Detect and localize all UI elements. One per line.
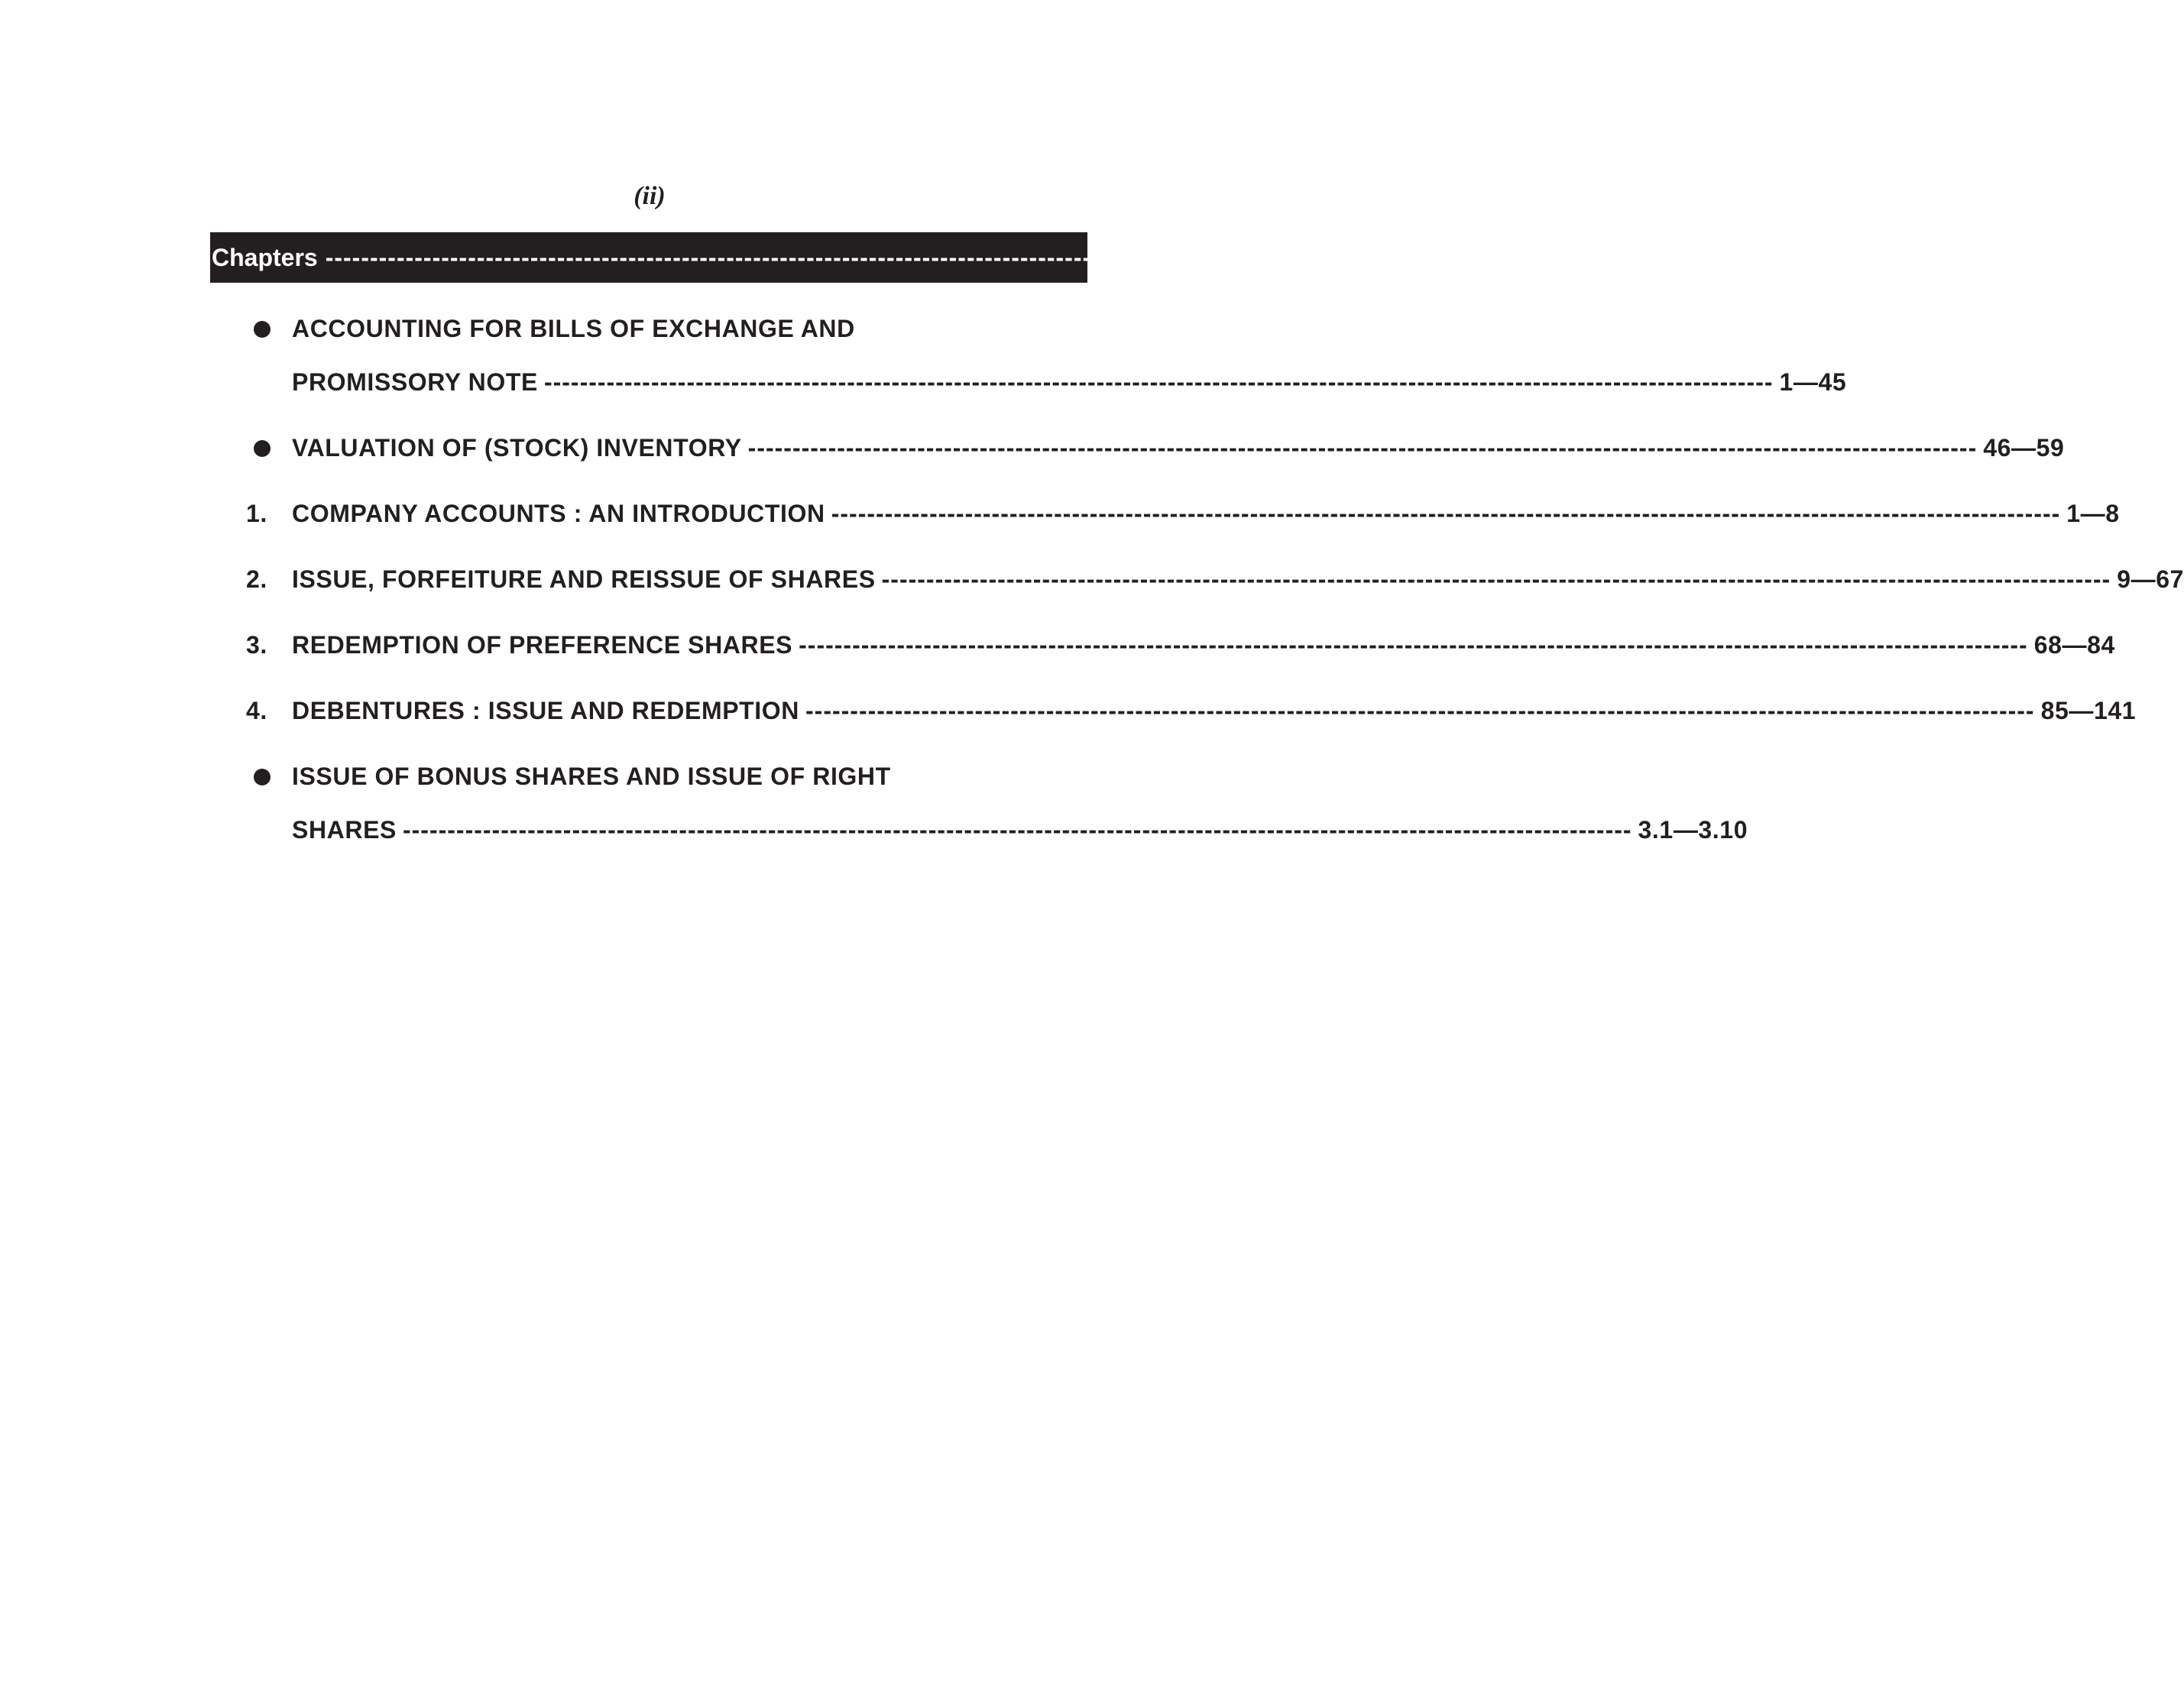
entry-title: ISSUE, FORFEITURE AND REISSUE OF SHARES — [292, 565, 876, 593]
page-no-header-label: Page No. — [1562, 243, 1667, 271]
toc-line — [246, 431, 2065, 465]
page-range: 1—8 — [2066, 500, 2120, 527]
chapter-number: 3. — [246, 631, 267, 659]
bullet-marker — [246, 760, 292, 793]
toc-entry-redemption-preference — [246, 628, 2115, 662]
entry-title: VALUATION OF (STOCK) INVENTORY — [292, 434, 742, 462]
header-dot-leader: ------------------------------------------------------------------------------------------------------------------------------------------ — [325, 243, 1555, 271]
chapter-number: 4. — [246, 697, 267, 724]
toc-line — [246, 562, 2184, 596]
toc-entry-valuation-inventory — [246, 431, 2065, 465]
toc-entry-bonus-shares — [246, 760, 1748, 847]
dot-leader: ------------------------------------------------------------------------------------------------------------------------------------------ — [831, 500, 2061, 527]
bullet-icon — [254, 769, 271, 785]
bullet-icon — [254, 321, 271, 338]
page-range: 9—67 — [2117, 565, 2184, 593]
page-range: 85—141 — [2040, 697, 2137, 724]
toc-entry-company-accounts — [246, 497, 2120, 530]
entry-title-continued: SHARES — [292, 816, 397, 844]
page-number: (ii) — [633, 182, 666, 210]
page-range: 68—84 — [2033, 631, 2115, 659]
dot-leader: ------------------------------------------------------------------------------------------------------------------------------------------ — [799, 631, 2028, 659]
chapters-header-label: Chapters — [212, 243, 318, 271]
bullet-marker — [246, 431, 292, 465]
entry-title-continued: PROMISSORY NOTE — [292, 368, 538, 396]
entry-title: ISSUE OF BONUS SHARES AND ISSUE OF RIGHT — [292, 763, 891, 790]
toc-header-bar — [210, 232, 1667, 283]
bullet-icon — [254, 440, 271, 457]
dot-leader: ------------------------------------------------------------------------------------------------------------------------------------------ — [402, 816, 1632, 844]
page-range: 1—45 — [1779, 368, 1847, 396]
bullet-marker — [246, 312, 292, 345]
toc-entry-bills-of-exchange — [246, 312, 1847, 399]
toc-line — [246, 813, 1748, 847]
dot-leader: ------------------------------------------------------------------------------------------------------------------------------------------ — [543, 368, 1774, 396]
dot-leader: ------------------------------------------------------------------------------------------------------------------------------------------ — [747, 434, 1978, 462]
toc-entry-debentures — [246, 694, 2137, 727]
toc-line — [246, 365, 1847, 399]
dot-leader: ------------------------------------------------------------------------------------------------------------------------------------------ — [881, 565, 2111, 593]
entry-title: REDEMPTION OF PREFERENCE SHARES — [292, 631, 793, 659]
toc-line — [246, 694, 2137, 727]
chapter-number: 2. — [246, 565, 267, 593]
chapter-number: 1. — [246, 500, 267, 527]
dot-leader: ------------------------------------------------------------------------------------------------------------------------------------------ — [805, 697, 2035, 724]
toc-line — [246, 497, 2120, 530]
entry-title: ACCOUNTING FOR BILLS OF EXCHANGE AND — [292, 315, 855, 342]
toc-line — [246, 760, 1087, 793]
entry-title: COMPANY ACCOUNTS : AN INTRODUCTION — [292, 500, 825, 527]
page-range: 46—59 — [1983, 434, 2065, 462]
entry-title: DEBENTURES : ISSUE AND REDEMPTION — [292, 697, 800, 724]
toc-line — [246, 312, 1087, 345]
page-range: 3.1—3.10 — [1638, 816, 1748, 844]
toc-line — [246, 628, 2115, 662]
toc-entry-issue-forfeiture — [246, 562, 2184, 596]
